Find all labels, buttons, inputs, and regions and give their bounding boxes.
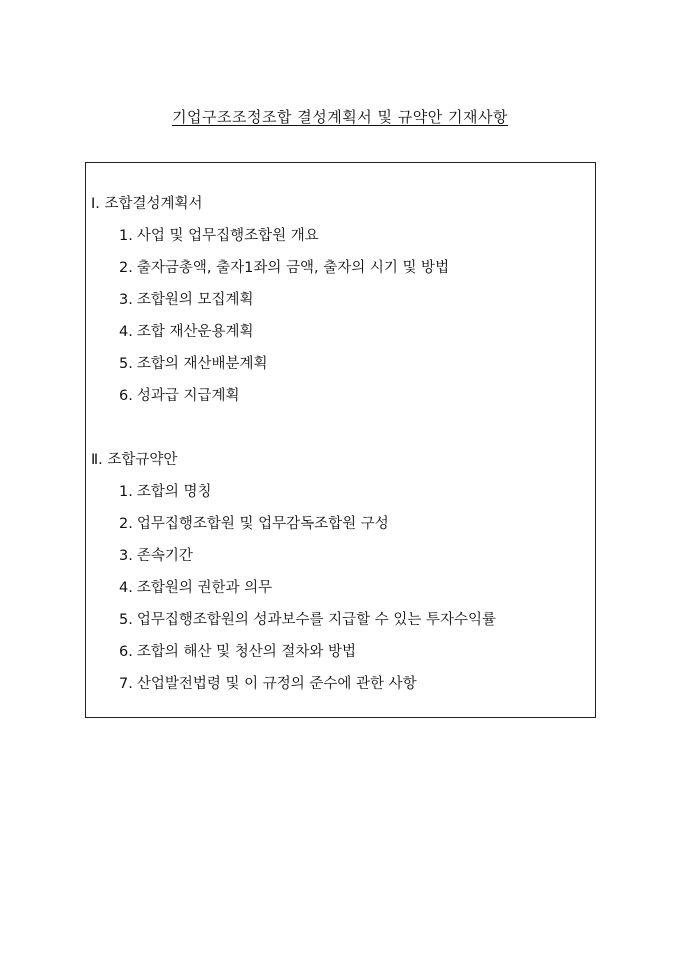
item-text: 조합원의 권한과 의무 — [136, 580, 273, 596]
item-number: 3. — [119, 548, 133, 564]
section-bylaws — [91, 444, 591, 700]
item-number: 4. — [119, 580, 133, 596]
item-number: 6. — [119, 644, 133, 660]
list-item — [91, 540, 591, 572]
item-number: 7. — [119, 676, 133, 692]
item-number: 5. — [119, 356, 133, 372]
item-text: 업무집행조합원 및 업무감독조합원 구성 — [136, 516, 389, 532]
list-item — [91, 220, 591, 252]
list-item — [91, 316, 591, 348]
document-title: 기업구조조정조합 결성계획서 및 규약안 기재사항 — [172, 108, 508, 126]
item-text: 사업 및 업무집행조합원 개요 — [136, 228, 319, 244]
list-item — [91, 668, 591, 700]
item-text: 조합의 재산배분계획 — [136, 356, 268, 372]
item-text: 산업발전법령 및 이 규정의 준수에 관한 사항 — [136, 676, 417, 692]
item-text: 조합원의 모집계획 — [136, 292, 254, 308]
list-item — [91, 348, 591, 380]
list-item — [91, 476, 591, 508]
section-heading: Ⅰ. 조합결성계획서 — [91, 196, 203, 212]
section-plan — [91, 188, 591, 412]
list-item — [91, 380, 591, 412]
list-item — [91, 252, 591, 284]
item-number: 5. — [119, 612, 133, 628]
content-box — [85, 162, 596, 718]
item-number: 4. — [119, 324, 133, 340]
item-text: 조합의 명칭 — [136, 484, 212, 500]
item-number: 3. — [119, 292, 133, 308]
item-number: 6. — [119, 388, 133, 404]
item-text: 조합 재산운용계획 — [136, 324, 254, 340]
list-item — [91, 508, 591, 540]
item-number: 2. — [119, 516, 133, 532]
section-heading: Ⅱ. 조합규약안 — [91, 452, 178, 468]
item-text: 업무집행조합원의 성과보수를 지급할 수 있는 투자수익률 — [136, 612, 497, 628]
list-item — [91, 284, 591, 316]
list-item — [91, 572, 591, 604]
item-text: 존속기간 — [136, 548, 193, 564]
item-text: 조합의 해산 및 청산의 절차와 방법 — [136, 644, 356, 660]
item-number: 1. — [119, 484, 133, 500]
item-text: 성과급 지급계획 — [136, 388, 240, 404]
item-number: 1. — [119, 228, 133, 244]
item-number: 2. — [119, 260, 133, 276]
item-text: 출자금총액, 출자1좌의 금액, 출자의 시기 및 방법 — [136, 260, 450, 276]
list-item — [91, 604, 591, 636]
list-item — [91, 636, 591, 668]
